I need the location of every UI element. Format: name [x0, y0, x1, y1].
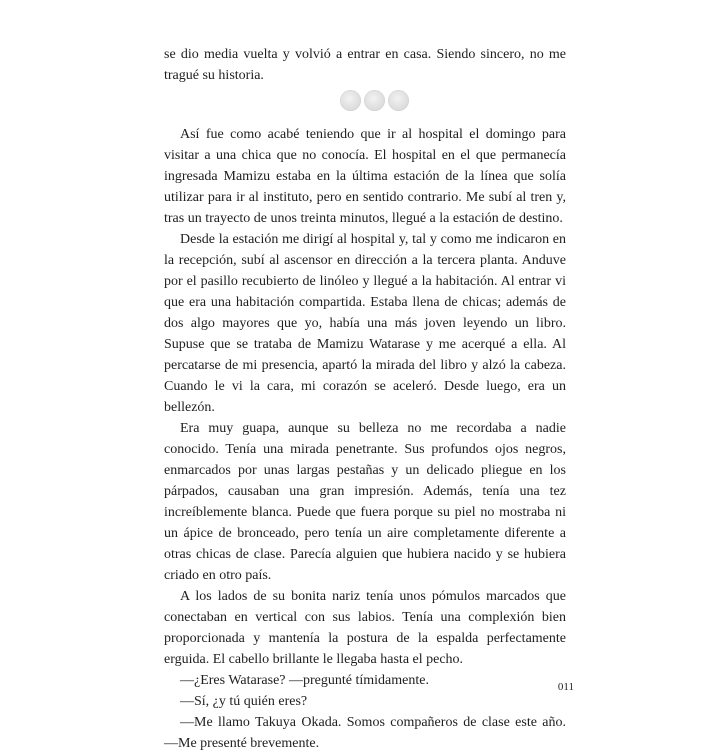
paragraph: A los lados de su bonita nariz tenía unos pómulos marcados que conectaban en vertical con sus labios. Tenía una complexión bien proporcionada y mantenía la postura de la espalda perfectamente erguida. El cabello brillante le llegaba hasta el pecho. — [164, 589, 566, 667]
paragraph: Así fue como acabé teniendo que ir al hospital el domingo para visitar a una chica que no conocía. El hospital en el que permanecía ingresada Mamizu estaba en la última estación de la línea que solía utilizar para ir al instituto, pero en sentido contrario. Me subí al tren y, tras un trayecto de unos treinta minutos, llegué a la estación de destino. — [164, 127, 566, 226]
separator-dot-icon — [388, 90, 409, 111]
dialogue-line: —Sí, ¿y tú quién eres? — [180, 694, 308, 709]
section-separator — [336, 88, 412, 112]
paragraph-continuation: se dio media vuelta y volvió a entrar en casa. Siendo sincero, no me tragué su historia. — [164, 47, 566, 83]
page-number: 011 — [557, 681, 574, 693]
dialogue-line: —Me llamo Takuya Okada. Somos compañeros de clase este año. —Me presenté brevemente. — [164, 715, 566, 751]
dialogue-line: —¿Eres Watarase? —pregunté tímidamente. — [180, 673, 429, 688]
separator-dot-icon — [364, 90, 385, 111]
top-text-block — [164, 44, 566, 86]
paragraph: Desde la estación me dirigí al hospital y, tal y como me indicaron en la recepción, subí al ascensor en dirección a la tercera planta. Anduve por el pasillo recubierto de linóleo y llegué a la habitación. Al entrar vi que era una habitación compartida. Estaba llena de chicas; además de dos algo mayores que yo, había una más joven leyendo un libro. Supuse que se trataba de Mamizu Watarase y me acerqué a ella. Al percatarse de mi presencia, apartó la mirada del libro y alzó la cabeza. Cuando le vi la cara, mi corazón se aceleró. Desde luego, era un bellezón. — [164, 232, 566, 415]
paragraph: Era muy guapa, aunque su belleza no me recordaba a nadie conocido. Tenía una mirada penetrante. Sus profundos ojos negros, enmarcados por unas largas pestañas y un delicado pliegue en los párpados, causaban una gran impresión. Además, tenía una tez increíblemente blanca. Puede que fuera porque su piel no mostraba ni un ápice de bronceado, pero tenía un aire completamente diferente a otras chicas de clase. Parecía alguien que hubiera nacido y se hubiera criado en otro país. — [164, 421, 566, 583]
main-text-block — [164, 124, 566, 754]
separator-dot-icon — [340, 90, 361, 111]
